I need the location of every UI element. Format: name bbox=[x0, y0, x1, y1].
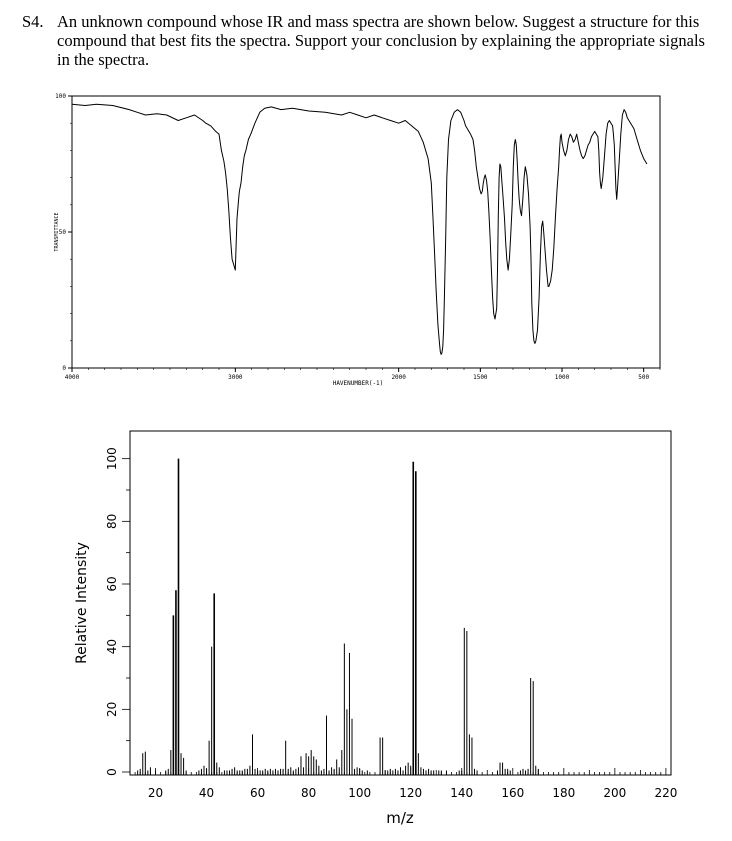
ir-y-tick-label: 100 bbox=[55, 93, 66, 100]
ir-x-tick-label: 3000 bbox=[228, 374, 243, 381]
ir-x-tick-label: 4000 bbox=[64, 374, 80, 381]
question-number: S4. bbox=[22, 12, 44, 31]
question-body: An unknown compound whose IR and mass spectra are shown below. Suggest a structure for this compound that best fits the spectra. Support your conclusion by explaining the appropriate signals in the spectra. bbox=[57, 12, 705, 69]
ms-y-tick-label: 20 bbox=[105, 701, 119, 717]
ms-x-tick-label: 120 bbox=[399, 786, 423, 800]
ir-x-tick-label: 1500 bbox=[473, 374, 488, 381]
ms-x-tick-label: 200 bbox=[603, 786, 627, 800]
ir-spectrum-chart bbox=[54, 93, 660, 387]
ms-x-tick-label: 40 bbox=[198, 786, 215, 800]
ms-x-tick-label: 180 bbox=[552, 786, 576, 800]
ms-x-axis-label: m/z bbox=[386, 809, 414, 827]
ms-x-tick-label: 220 bbox=[654, 786, 678, 800]
ir-x-tick-label: 1000 bbox=[554, 374, 570, 381]
ir-y-tick-label: 0 bbox=[62, 365, 66, 372]
ms-peaks bbox=[138, 459, 539, 775]
ms-y-tick-label: 100 bbox=[105, 447, 119, 471]
ms-y-axis-label: Relative Intensity bbox=[74, 542, 90, 664]
ms-x-tick-label: 60 bbox=[249, 786, 266, 800]
ir-y-axis-label: TRANSMITTANCE bbox=[54, 212, 60, 252]
ir-x-tick-label: 500 bbox=[638, 374, 650, 381]
ir-spectrum-line bbox=[72, 104, 647, 354]
ms-y-tick-label: 0 bbox=[105, 768, 119, 776]
ms-x-tick-label: 20 bbox=[147, 786, 164, 800]
ms-plot-frame bbox=[130, 431, 671, 775]
ir-x-axis-label: HAVENUMBER(-1) bbox=[332, 380, 384, 387]
ms-y-tick-label: 40 bbox=[105, 639, 119, 655]
ms-x-tick-label: 100 bbox=[348, 786, 372, 800]
ms-x-tick-label: 140 bbox=[450, 786, 474, 800]
ms-x-tick-label: 80 bbox=[300, 786, 317, 800]
ms-y-tick-label: 60 bbox=[105, 576, 119, 592]
mass-spectrum-chart bbox=[74, 431, 677, 827]
ms-y-tick-label: 80 bbox=[105, 513, 119, 529]
ir-x-tick-label: 2000 bbox=[391, 374, 406, 381]
ms-x-tick-label: 160 bbox=[501, 786, 525, 800]
ir-y-tick-label: 50 bbox=[58, 229, 66, 236]
ms-axes bbox=[105, 447, 677, 800]
